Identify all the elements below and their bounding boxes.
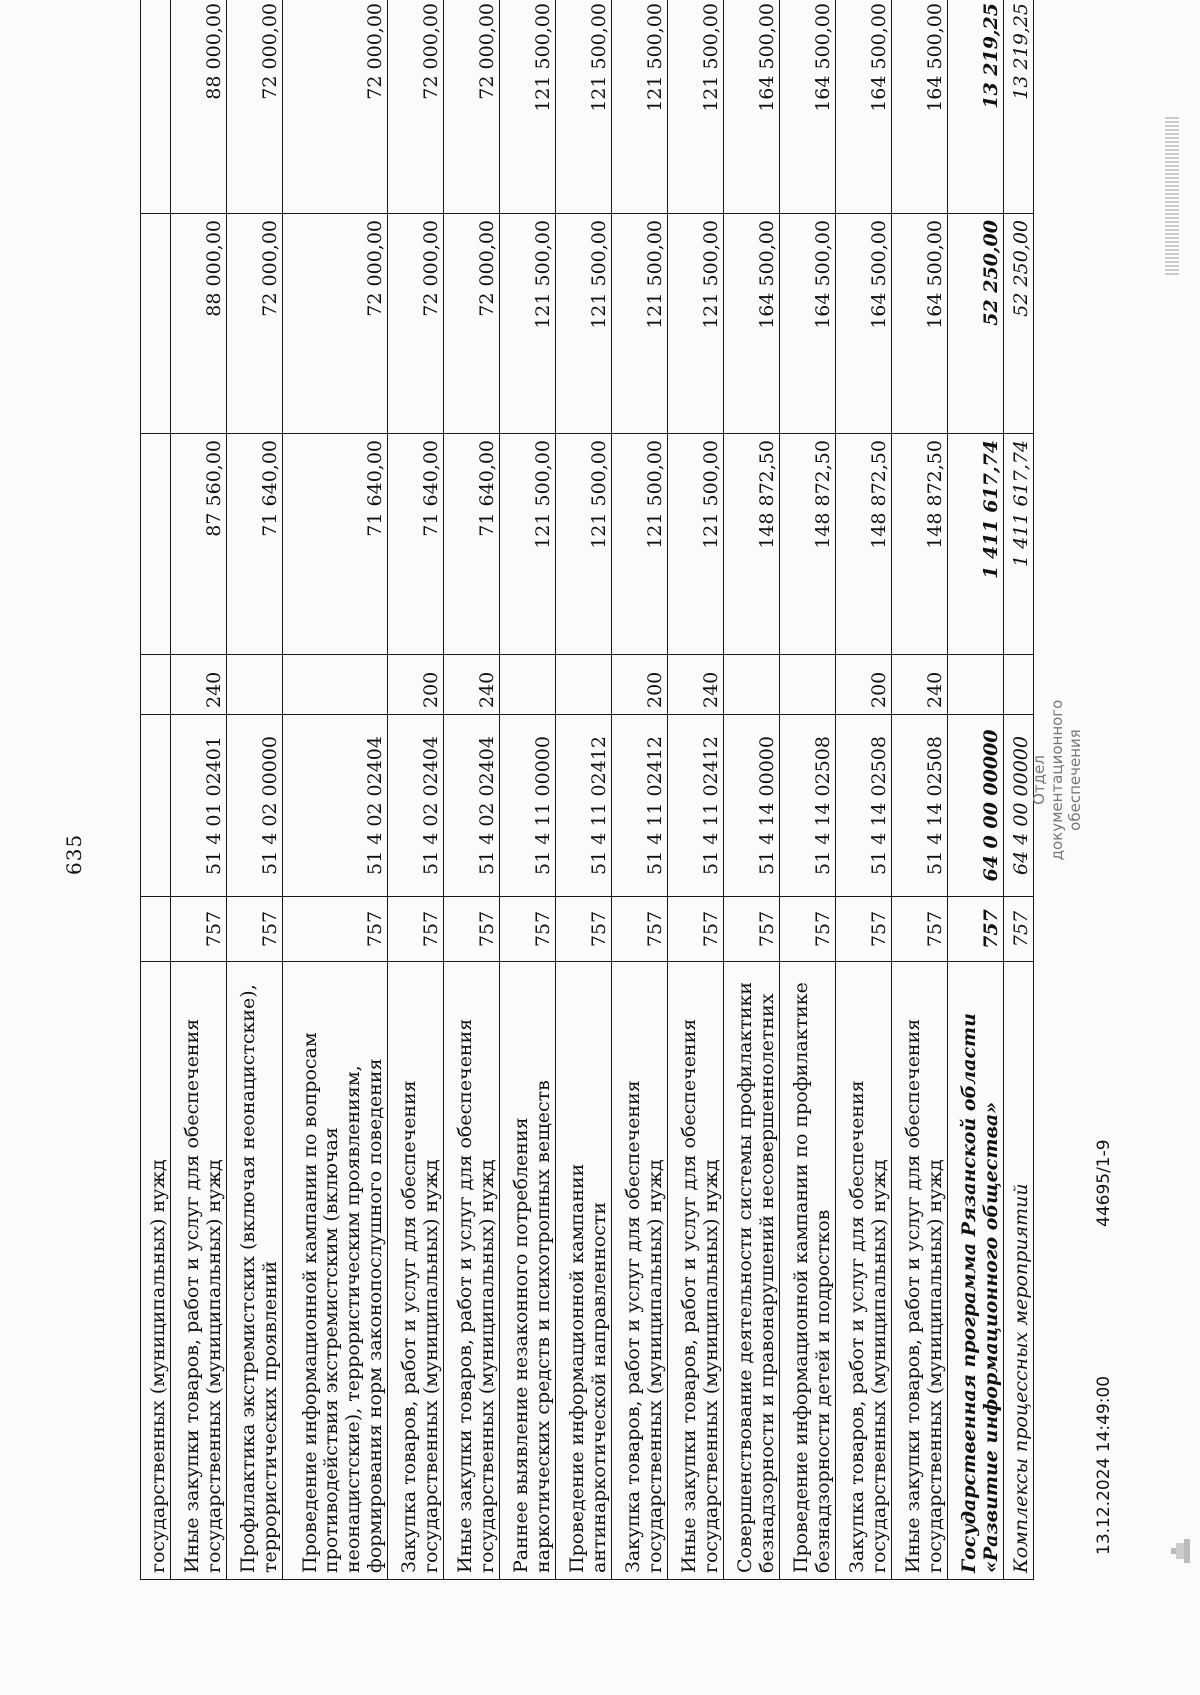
department-stamp <box>1030 675 1084 885</box>
ministry-code: 757 <box>724 897 780 962</box>
stamp-line-1: Отдел документационного <box>1030 699 1066 861</box>
ministry-code: 757 <box>948 897 1004 962</box>
row-description: Иные закупки товаров, работ и услуг для обеспечения государственных (муниципальных) нужд <box>444 962 500 1580</box>
target-article-code: 51 4 11 00000 <box>500 715 556 897</box>
amount-year-1: 1 411 617,74 <box>948 434 1004 655</box>
amount-year-1: 148 872,50 <box>724 434 780 655</box>
ministry-code: 757 <box>444 897 500 962</box>
amount-year-2: 164 500,00 <box>892 214 948 434</box>
target-article-code: 51 4 11 02412 <box>668 715 724 897</box>
amount-year-3: 13 219,25 <box>948 0 1004 214</box>
amount-year-1: 148 872,50 <box>780 434 836 655</box>
amount-year-2: 121 500,00 <box>500 214 556 434</box>
table-row <box>283 0 388 1580</box>
row-description: Закупка товаров, работ и услуг для обеспечения государственных (муниципальных) нужд <box>836 962 892 1580</box>
ministry-code: 757 <box>780 897 836 962</box>
target-article-code: 51 4 11 02412 <box>612 715 668 897</box>
amount-year-1: 71 640,00 <box>444 434 500 655</box>
expense-type-code <box>283 655 388 715</box>
amount-year-2: 164 500,00 <box>780 214 836 434</box>
expense-type-code <box>556 655 612 715</box>
ministry-code: 757 <box>227 897 283 962</box>
amount-year-3: 72 000,00 <box>444 0 500 214</box>
table-row <box>836 0 892 1580</box>
table-row <box>141 0 171 1580</box>
ministry-code: 757 <box>283 897 388 962</box>
expense-type-code: 240 <box>444 655 500 715</box>
amount-year-3: 164 500,00 <box>892 0 948 214</box>
target-article-code: 51 4 02 00000 <box>227 715 283 897</box>
target-article-code: 51 4 11 02412 <box>556 715 612 897</box>
table-row <box>948 0 1004 1580</box>
expense-type-code: 240 <box>892 655 948 715</box>
amount-year-1: 121 500,00 <box>612 434 668 655</box>
amount-year-3: 72 000,00 <box>388 0 444 214</box>
expense-type-code <box>141 655 171 715</box>
page-number: 635 <box>62 833 86 875</box>
table-row <box>444 0 500 1580</box>
ministry-code: 757 <box>388 897 444 962</box>
ministry-code: 757 <box>556 897 612 962</box>
stamp-line-2: обеспечения <box>1066 729 1084 831</box>
expense-type-code <box>948 655 1004 715</box>
amount-year-3: 164 500,00 <box>836 0 892 214</box>
row-description: Проведение информационной кампании антинаркотической направленности <box>556 962 612 1580</box>
target-article-code: 51 4 02 02404 <box>283 715 388 897</box>
ministry-code: 757 <box>612 897 668 962</box>
amount-year-3: 88 000,00 <box>171 0 227 214</box>
amount-year-1: 148 872,50 <box>892 434 948 655</box>
amount-year-1: 71 640,00 <box>227 434 283 655</box>
amount-year-3: 164 500,00 <box>780 0 836 214</box>
amount-year-1: 87 560,00 <box>171 434 227 655</box>
table-row <box>612 0 668 1580</box>
ministry-code: 757 <box>500 897 556 962</box>
table-row <box>388 0 444 1580</box>
row-description: Профилактика экстремистских (включая неонацистские), террористических проявлений <box>227 962 283 1580</box>
emblem-icon <box>1170 1537 1196 1565</box>
row-description: Иные закупки товаров, работ и услуг для обеспечения государственных (муниципальных) нужд <box>668 962 724 1580</box>
target-article-code: 51 4 01 02401 <box>171 715 227 897</box>
amount-year-3: 121 500,00 <box>500 0 556 214</box>
row-description: Закупка товаров, работ и услуг для обеспечения государственных (муниципальных) нужд <box>388 962 444 1580</box>
target-article-code: 51 4 14 02508 <box>780 715 836 897</box>
amount-year-2: 72 000,00 <box>444 214 500 434</box>
amount-year-3: 72 000,00 <box>227 0 283 214</box>
scan-edge-marks <box>1165 115 1179 275</box>
amount-year-1: 121 500,00 <box>500 434 556 655</box>
amount-year-2: 52 250,00 <box>948 214 1004 434</box>
row-description: Проведение информационной кампании по вопросам противодействия экстремистским (включая неонацистские), террористическим проявлениям, формирования норм законопослушного поведения <box>283 962 388 1580</box>
target-article-code: 51 4 02 02404 <box>444 715 500 897</box>
amount-year-1: 1 411 617,74 <box>1004 434 1034 655</box>
target-article-code: 51 4 02 02404 <box>388 715 444 897</box>
amount-year-2: 72 000,00 <box>388 214 444 434</box>
target-article-code: 64 4 00 00000 <box>1004 715 1034 897</box>
amount-year-2: 72 000,00 <box>283 214 388 434</box>
amount-year-3: 121 500,00 <box>612 0 668 214</box>
budget-table <box>140 0 1034 1580</box>
ministry-code: 757 <box>1004 897 1034 962</box>
expense-type-code <box>500 655 556 715</box>
amount-year-1: 71 640,00 <box>283 434 388 655</box>
table-row <box>556 0 612 1580</box>
amount-year-2: 121 500,00 <box>612 214 668 434</box>
amount-year-2: 121 500,00 <box>668 214 724 434</box>
amount-year-1 <box>141 434 171 655</box>
expense-type-code: 240 <box>668 655 724 715</box>
row-description: Раннее выявление незаконного потребления наркотических средств и психотропных веществ <box>500 962 556 1580</box>
amount-year-2: 164 500,00 <box>724 214 780 434</box>
amount-year-2 <box>141 214 171 434</box>
expense-type-code: 200 <box>388 655 444 715</box>
amount-year-3: 72 000,00 <box>283 0 388 214</box>
amount-year-1: 148 872,50 <box>836 434 892 655</box>
amount-year-3: 121 500,00 <box>556 0 612 214</box>
row-description: Иные закупки товаров, работ и услуг для обеспечения государственных (муниципальных) нужд <box>171 962 227 1580</box>
table-row <box>227 0 283 1580</box>
amount-year-3: 13 219,25 <box>1004 0 1034 214</box>
ministry-code: 757 <box>836 897 892 962</box>
target-article-code: 51 4 14 02508 <box>836 715 892 897</box>
expense-type-code <box>227 655 283 715</box>
expense-type-code: 200 <box>836 655 892 715</box>
target-article-code: 51 4 14 00000 <box>724 715 780 897</box>
amount-year-3: 164 500,00 <box>724 0 780 214</box>
amount-year-2: 72 000,00 <box>227 214 283 434</box>
expense-type-code: 240 <box>171 655 227 715</box>
amount-year-3: 121 500,00 <box>668 0 724 214</box>
expense-type-code <box>724 655 780 715</box>
target-article-code: 51 4 14 02508 <box>892 715 948 897</box>
target-article-code: 64 0 00 00000 <box>948 715 1004 897</box>
row-description: Закупка товаров, работ и услуг для обеспечения государственных (муниципальных) нужд <box>612 962 668 1580</box>
expense-type-code <box>1004 655 1034 715</box>
row-description: Проведение информационной кампании по профилактике безнадзорности детей и подростков <box>780 962 836 1580</box>
amount-year-1: 71 640,00 <box>388 434 444 655</box>
row-description: Совершенствование деятельности системы профилактики безнадзорности и правонарушений несовершеннолетних <box>724 962 780 1580</box>
table-row <box>1004 0 1034 1580</box>
table-row <box>668 0 724 1580</box>
amount-year-2: 121 500,00 <box>556 214 612 434</box>
ministry-code: 757 <box>171 897 227 962</box>
target-article-code <box>141 715 171 897</box>
expense-type-code <box>780 655 836 715</box>
table-row <box>724 0 780 1580</box>
table-row <box>780 0 836 1580</box>
footer-doc-id: 44695/1-9 <box>1094 1139 1114 1227</box>
amount-year-2: 164 500,00 <box>836 214 892 434</box>
amount-year-1: 121 500,00 <box>668 434 724 655</box>
expense-type-code: 200 <box>612 655 668 715</box>
amount-year-3 <box>141 0 171 214</box>
row-description: государственных (муниципальных) нужд <box>141 962 171 1580</box>
ministry-code <box>141 897 171 962</box>
table-row <box>500 0 556 1580</box>
footer-datetime: 13.12.2024 14:49:00 <box>1094 1375 1114 1555</box>
ministry-code: 757 <box>892 897 948 962</box>
table-row <box>171 0 227 1580</box>
amount-year-2: 52 250,00 <box>1004 214 1034 434</box>
table-row <box>892 0 948 1580</box>
row-description: Иные закупки товаров, работ и услуг для обеспечения государственных (муниципальных) нужд <box>892 962 948 1580</box>
amount-year-2: 88 000,00 <box>171 214 227 434</box>
ministry-code: 757 <box>668 897 724 962</box>
row-description: Комплексы процессных мероприятий <box>1004 962 1034 1580</box>
row-description: Государственная программа Рязанской области «Развитие информационного общества» <box>948 962 1004 1580</box>
amount-year-1: 121 500,00 <box>556 434 612 655</box>
